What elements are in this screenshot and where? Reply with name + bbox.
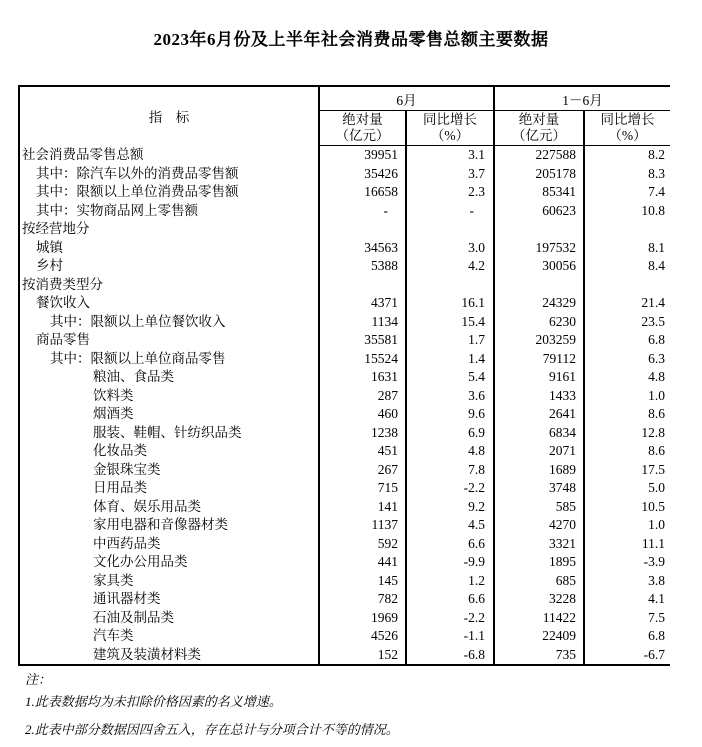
june-absolute-value: 16658	[319, 183, 406, 202]
absolute-label: 绝对量	[518, 112, 560, 127]
yoy-unit: （%）	[608, 128, 647, 143]
col-header-jan-jun-yoy	[584, 111, 670, 146]
jan-jun-yoy-value	[584, 276, 670, 295]
col-header-june-yoy	[406, 111, 494, 146]
jan-jun-absolute-value: 203259	[494, 331, 584, 350]
june-absolute-value: 5388	[319, 257, 406, 276]
june-yoy-value: 3.0	[406, 239, 494, 258]
jan-jun-yoy-value: -6.7	[643, 646, 665, 662]
jan-jun-yoy-value: 7.5	[648, 609, 665, 625]
june-absolute-value: 4371	[319, 294, 406, 313]
june-yoy-value: 1.7	[406, 331, 494, 350]
june-yoy-value: 4.8	[406, 442, 494, 461]
indicator-label: 汽车类	[19, 627, 319, 646]
june-yoy-value: -2.2	[406, 609, 494, 628]
indicator-label: 金银珠宝类	[19, 461, 319, 480]
jan-jun-absolute-value: 3748	[494, 479, 584, 498]
jan-jun-absolute-value	[494, 220, 584, 239]
notes-heading: 注：	[25, 672, 52, 687]
jan-jun-yoy-value: 4.8	[648, 369, 665, 384]
jan-jun-absolute-value: 30056	[494, 257, 584, 276]
jan-jun-yoy-value: 10.5	[641, 498, 665, 514]
jan-jun-yoy-value: 1.0	[648, 517, 665, 532]
june-absolute-value: 782	[319, 590, 406, 609]
june-absolute-value: 35426	[319, 165, 406, 184]
table-row	[19, 294, 670, 313]
yoy-unit: （%）	[430, 128, 470, 143]
table-row	[19, 590, 670, 609]
jan-jun-yoy-value: 8.6	[648, 406, 665, 421]
jan-jun-yoy-value: 12.8	[641, 424, 665, 440]
june-yoy-value: -1.1	[406, 627, 494, 646]
table-row	[19, 257, 670, 276]
jan-jun-absolute-value: 4270	[494, 516, 584, 535]
table-row	[19, 498, 670, 517]
absolute-unit: （亿元）	[335, 128, 390, 143]
col-group-jan-jun: 1－6月	[494, 86, 670, 111]
jan-jun-absolute-value	[494, 276, 584, 295]
table-row	[19, 535, 670, 554]
yoy-label: 同比增长	[423, 112, 477, 127]
jan-jun-yoy-value: 6.8	[648, 628, 665, 643]
indicator-label: 餐饮收入	[19, 294, 319, 313]
june-absolute-value: 1969	[319, 609, 406, 628]
table-row	[19, 220, 670, 239]
table-row	[19, 516, 670, 535]
june-absolute-value: 152	[319, 646, 406, 666]
june-absolute-value: 1137	[319, 516, 406, 535]
jan-jun-absolute-value: 2641	[494, 405, 584, 424]
header-group-row	[19, 86, 670, 111]
indicator-label: 建筑及装潢材料类	[19, 646, 319, 666]
table-body	[19, 146, 670, 666]
jan-jun-absolute-value: 60623	[494, 202, 584, 221]
table-row	[19, 276, 670, 295]
june-yoy-value	[406, 276, 494, 295]
jan-jun-absolute-value: 3228	[494, 590, 584, 609]
indicator-label: 家具类	[19, 572, 319, 591]
june-yoy-value: -6.8	[406, 646, 494, 666]
june-absolute-value: 451	[319, 442, 406, 461]
table-row	[19, 350, 670, 369]
table-row	[19, 627, 670, 646]
june-absolute-value: 15524	[319, 350, 406, 369]
absolute-label: 绝对量	[342, 112, 383, 127]
jan-jun-yoy-value: 17.5	[641, 461, 665, 477]
june-absolute-value: 267	[319, 461, 406, 480]
jan-jun-yoy-value: 7.4	[648, 184, 665, 199]
note-item: 2.此表中部分数据因四舍五入，存在总计与分项合计不等的情况。	[25, 722, 399, 737]
indicator-label: 体育、娱乐用品类	[19, 498, 319, 517]
jan-jun-yoy-value: 21.4	[641, 295, 665, 310]
jan-jun-yoy-value: 6.3	[648, 350, 665, 366]
indicator-label: 其中：实物商品网上零售额	[19, 202, 319, 221]
notes	[25, 672, 685, 737]
indicator-label: 乡村	[19, 257, 319, 276]
june-absolute-value: 287	[319, 387, 406, 406]
table-row	[19, 479, 670, 498]
june-yoy-value: 9.2	[406, 498, 494, 517]
col-group-june: 6月	[319, 86, 494, 111]
jan-jun-yoy-value: 1.0	[648, 387, 665, 403]
jan-jun-yoy-value: 8.2	[648, 147, 665, 162]
jan-jun-yoy-value: 8.3	[648, 165, 665, 181]
table-header	[19, 86, 670, 146]
june-absolute-value: 715	[319, 479, 406, 498]
table-row	[19, 239, 670, 258]
june-absolute-value: 35581	[319, 331, 406, 350]
table-row	[19, 442, 670, 461]
indicator-label: 城镇	[19, 239, 319, 258]
jan-jun-absolute-value: 1689	[494, 461, 584, 480]
june-absolute-value: 4526	[319, 627, 406, 646]
june-yoy-value: 4.5	[406, 516, 494, 535]
june-yoy-value: 9.6	[406, 405, 494, 424]
june-absolute-value	[319, 276, 406, 295]
table-row	[19, 313, 670, 332]
page-title: 2023年6月份及上半年社会消费品零售总额主要数据	[153, 30, 549, 49]
table-row	[19, 331, 670, 350]
june-absolute-value: 460	[319, 405, 406, 424]
table-row	[19, 646, 670, 666]
jan-jun-absolute-value: 205178	[494, 165, 584, 184]
indicator-label: 通讯器材类	[19, 590, 319, 609]
table-row	[19, 387, 670, 406]
jan-jun-absolute-value: 24329	[494, 294, 584, 313]
jan-jun-yoy-value: 8.1	[648, 239, 665, 255]
indicator-label: 其中：除汽车以外的消费品零售额	[19, 165, 319, 184]
indicator-label: 家用电器和音像器材类	[19, 516, 319, 535]
june-absolute-value: 441	[319, 553, 406, 572]
jan-jun-yoy-value: 23.5	[641, 313, 665, 329]
june-yoy-value: 4.2	[406, 257, 494, 276]
jan-jun-absolute-value: 3321	[494, 535, 584, 554]
jan-jun-absolute-value: 22409	[494, 627, 584, 646]
jan-jun-absolute-value: 85341	[494, 183, 584, 202]
indicator-label: 烟酒类	[19, 405, 319, 424]
june-yoy-value: 1.2	[406, 572, 494, 591]
june-yoy-value: 6.6	[406, 590, 494, 609]
table-row	[19, 368, 670, 387]
june-absolute-value: 592	[319, 535, 406, 554]
jan-jun-absolute-value: 1895	[494, 553, 584, 572]
absolute-unit: （亿元）	[512, 128, 566, 143]
col-header-jan-jun-absolute	[494, 111, 584, 146]
indicator-label: 服装、鞋帽、针纺织品类	[19, 424, 319, 443]
indicator-label: 化妆品类	[19, 442, 319, 461]
jan-jun-yoy-value: 11.1	[641, 535, 665, 551]
jan-jun-absolute-value: 6230	[494, 313, 584, 332]
jan-jun-yoy-value: 8.4	[648, 258, 665, 273]
indicator-label: 按消费类型分	[19, 276, 319, 295]
june-yoy-value: 2.3	[406, 183, 494, 202]
table-row	[19, 424, 670, 443]
indicator-label: 粮油、食品类	[19, 368, 319, 387]
june-absolute-value: 141	[319, 498, 406, 517]
jan-jun-absolute-value: 227588	[494, 146, 584, 165]
jan-jun-yoy-value: 10.8	[641, 202, 665, 218]
june-yoy-value: 3.1	[406, 146, 494, 165]
june-yoy-value: 6.6	[406, 535, 494, 554]
jan-jun-absolute-value: 79112	[494, 350, 584, 369]
june-absolute-value: 1134	[319, 313, 406, 332]
jan-jun-absolute-value: 6834	[494, 424, 584, 443]
june-yoy-value: 1.4	[406, 350, 494, 369]
indicator-label: 其中：限额以上单位消费品零售额	[19, 183, 319, 202]
june-yoy-value: -9.9	[406, 553, 494, 572]
indicator-label: 石油及制品类	[19, 609, 319, 628]
indicator-label: 中西药品类	[19, 535, 319, 554]
june-yoy-value: 16.1	[406, 294, 494, 313]
jan-jun-absolute-value: 9161	[494, 368, 584, 387]
indicator-label: 按经营地分	[19, 220, 319, 239]
jan-jun-yoy-value	[584, 220, 670, 239]
table-row	[19, 609, 670, 628]
june-yoy-value	[406, 220, 494, 239]
june-absolute-value: -	[319, 202, 406, 221]
june-yoy-value: -	[406, 202, 494, 221]
jan-jun-absolute-value: 585	[494, 498, 584, 517]
table-row	[19, 461, 670, 480]
table-row	[19, 146, 670, 165]
jan-jun-yoy-value: 6.8	[648, 332, 665, 347]
col-header-indicator: 指 标	[19, 86, 319, 146]
jan-jun-yoy-value: -3.9	[643, 554, 665, 569]
june-absolute-value: 39951	[319, 146, 406, 165]
june-yoy-value: 5.4	[406, 368, 494, 387]
indicator-label: 日用品类	[19, 479, 319, 498]
jan-jun-yoy-value: 4.1	[648, 591, 665, 606]
june-absolute-value: 1631	[319, 368, 406, 387]
jan-jun-absolute-value: 1433	[494, 387, 584, 406]
indicator-label: 社会消费品零售总额	[19, 146, 319, 165]
indicator-label: 其中：限额以上单位商品零售	[19, 350, 319, 369]
june-yoy-value: -2.2	[406, 479, 494, 498]
table-row	[19, 405, 670, 424]
june-yoy-value: 7.8	[406, 461, 494, 480]
jan-jun-absolute-value: 735	[494, 646, 584, 666]
jan-jun-absolute-value: 685	[494, 572, 584, 591]
june-yoy-value: 3.7	[406, 165, 494, 184]
indicator-label: 文化办公用品类	[19, 553, 319, 572]
june-yoy-value: 3.6	[406, 387, 494, 406]
table-row	[19, 572, 670, 591]
june-absolute-value: 1238	[319, 424, 406, 443]
jan-jun-yoy-value: 3.8	[648, 572, 665, 588]
table-row	[19, 165, 670, 184]
june-absolute-value: 34563	[319, 239, 406, 258]
yoy-label: 同比增长	[600, 112, 655, 127]
indicator-label: 饮料类	[19, 387, 319, 406]
jan-jun-absolute-value: 2071	[494, 442, 584, 461]
jan-jun-absolute-value: 11422	[494, 609, 584, 628]
jan-jun-yoy-value: 5.0	[648, 480, 665, 495]
indicator-label: 商品零售	[19, 331, 319, 350]
june-absolute-value: 145	[319, 572, 406, 591]
june-yoy-value: 15.4	[406, 313, 494, 332]
note-item: 1.此表数据均为未扣除价格因素的名义增速。	[25, 694, 282, 709]
indicator-label: 其中：限额以上单位餐饮收入	[19, 313, 319, 332]
table-row	[19, 183, 670, 202]
june-yoy-value: 6.9	[406, 424, 494, 443]
table-row	[19, 202, 670, 221]
june-absolute-value	[319, 220, 406, 239]
jan-jun-absolute-value: 197532	[494, 239, 584, 258]
col-header-june-absolute	[319, 111, 406, 146]
retail-sales-table	[18, 85, 670, 666]
table-row	[19, 553, 670, 572]
jan-jun-yoy-value: 8.6	[648, 443, 665, 458]
